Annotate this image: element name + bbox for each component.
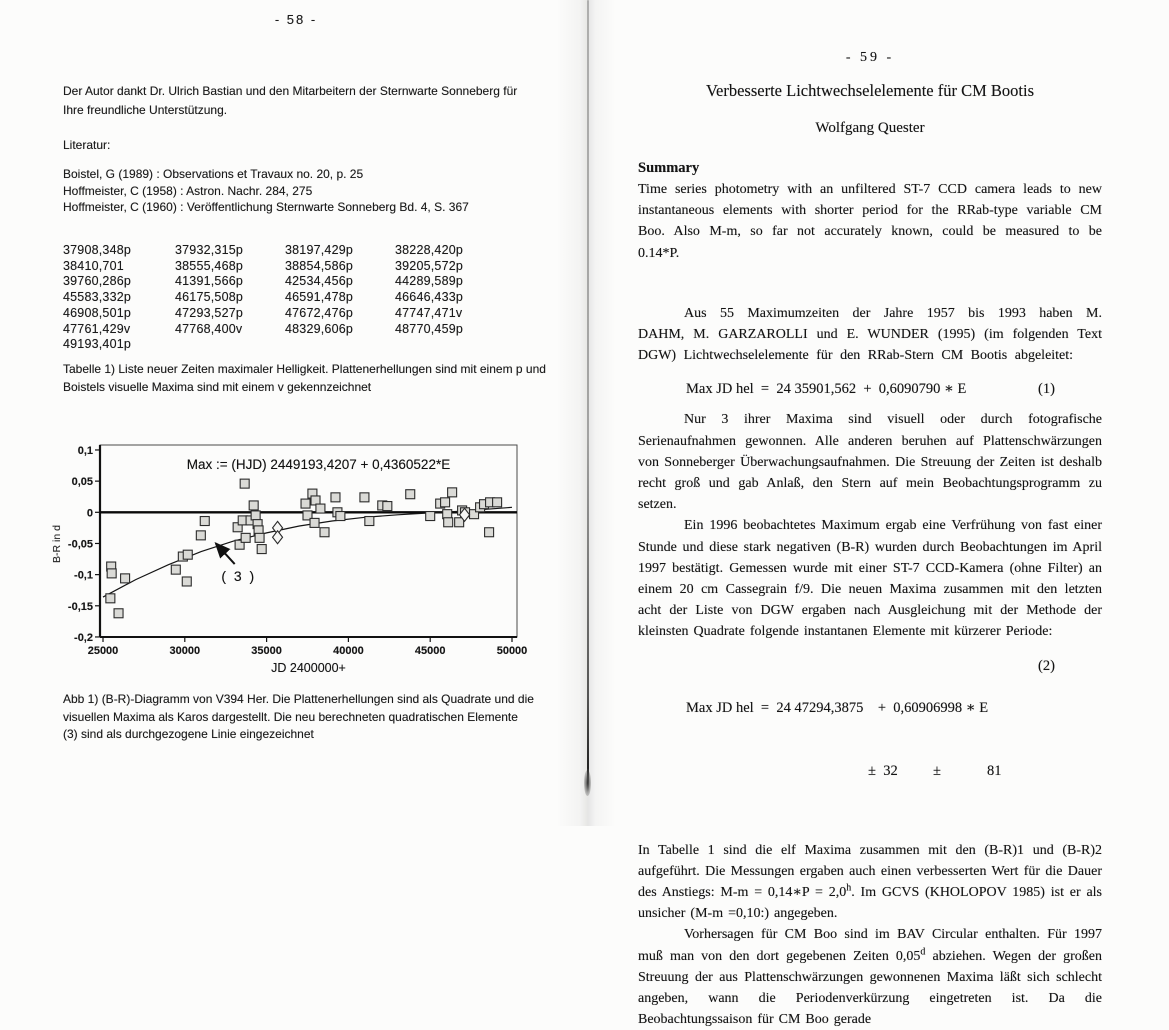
plate-maximum-square-marker [406,490,415,499]
plate-maximum-square-marker [316,504,325,513]
plate-maximum-square-marker [485,528,494,537]
plate-maximum-square-marker [114,609,123,618]
reference-item: Hoffmeister, C (1960) : Veröffentlichung Sternwarte Sonneberg Bd. 4, S. 367 [63,200,469,214]
maxima-table-cell: 47747,471v [395,305,463,320]
plate-maximum-square-marker [441,498,450,507]
maxima-table-cell: 38410,701 [63,258,124,273]
maxima-table-cell: 39760,286p [63,274,132,289]
x-tick-label: 45000 [414,645,446,657]
equation-2-line1 [686,657,1102,719]
plate-maximum-square-marker [183,550,192,559]
annotation-arrow [216,543,235,564]
page-58 [0,0,585,826]
article-title: Verbesserte Lichtwechselelemente für CM Bootis [705,81,1035,100]
maxima-table-cell: 45583,332p [63,290,132,305]
plate-maximum-square-marker [240,479,249,488]
annotation-label: ( 3 ) [221,567,257,584]
reference-item: Hoffmeister, C (1958) : Astron. Nachr. 284, 275 [63,183,313,198]
page-number-right: - 59 - [845,50,895,65]
maxima-table-cell: 41391,566p [175,274,244,289]
plate-maximum-square-marker [360,493,369,502]
binding-shadow-blob [584,770,591,796]
literature-heading: Literatur: [63,138,111,152]
page-number-left: - 58 - [274,12,318,27]
maxima-table-cell: 46908,501p [63,305,132,320]
plate-maximum-square-marker [310,518,319,527]
page-59 [620,0,1169,1028]
plate-maximum-square-marker [182,577,191,586]
plate-maximum-square-marker [171,565,180,574]
plate-maximum-square-marker [336,512,345,521]
x-tick-label: 30000 [169,645,201,657]
paragraph-3: Ein 1996 beobachtetes Maximum ergab eine Verfrühung von fast einer Stunde und diese stark negativen (B-R) wurden durch Beobachtungen im April 1997 bestätigt. Gemessen wurde mit einer ST-7 CCD-Kamera (ohne Filter) an einem 20 cm Cassegrain f/9. Die neuen Maxima zusammen mit den letzten acht der Liste von DGW ergaben nach Ausgleichung mit der Methode der kleinsten Quadrate folgende instantanen Elemente mit kürzerer Periode: [638,518,1102,640]
y-tick-label: -0,2 [74,631,93,644]
maxima-table-cell: 46175,508p [175,290,244,305]
plate-maximum-square-marker [200,517,209,526]
y-tick-label: -0,05 [67,538,93,551]
reference-item: Boistel, G (1989) : Observations et Travaux no. 20, p. 25 [63,167,364,181]
plate-maximum-square-marker [444,518,453,527]
plate-maximum-square-marker [301,499,310,508]
plate-maximum-square-marker [426,512,435,521]
equation-1-body: Max JD hel = 24 35901,562 + 0,6090790 ∗ E [686,381,967,398]
maxima-table-cell: 37932,315p [175,243,244,257]
y-axis-label: B-R in d [51,525,63,563]
x-tick-label: 40000 [333,645,364,657]
paragraph-4: In Tabelle 1 sind die elf Maxima zusammen mit den (B-R)1 und (B-R)2 aufgeführt. Die Messungen ergaben auch einen verbesserten Wert für die Dauer des Anstiegs: M-m = 0,14∗P = 2,0$^h$. Im GCVS (KHOLOPOV 1985) ist er als unsicher (M-m =0,10:) angegeben. [638,842,1103,922]
plate-maximum-square-marker [257,545,266,554]
equation-2-number: (2) [1038,657,1055,674]
x-axis-label: JD 2400000+ [271,661,346,675]
maxima-table-cell: 42534,456p [285,274,354,289]
maxima-table-cell-empty [395,337,505,353]
x-tick-label: 35000 [251,645,282,657]
plate-maximum-square-marker [320,528,329,537]
maxima-table-cell: 38228,420p [395,243,464,257]
maxima-table-cell: 38854,586p [285,258,354,273]
equation-2-errors [686,761,1102,783]
maxima-table-cell: 47672,476p [285,305,354,320]
plate-maximum-square-marker [331,493,340,502]
x-tick-label: 25000 [87,645,119,657]
y-tick-label: -0,15 [67,600,93,613]
equation-2-body: Max JD hel = 24 47294,3875 + 0,60906998 ∗ E [686,699,989,716]
x-tick-label: 50000 [496,645,528,657]
y-tick-label: 0,1 [77,444,93,457]
plate-maximum-square-marker [121,574,130,583]
equation-1-number: (1) [1038,381,1055,398]
binding-gutter-line [587,0,589,792]
figure-caption: Abb 1) (B-R)-Diagramm von V394 Her. Die Plattenerhellungen sind als Quadrate und die visuellen Maxima als Karos dargestellt. Die neu berechneten quadratischen Elemente (3) sind als durchgezogene Linie eingezeichnet [63,692,534,741]
plate-maximum-square-marker [249,501,258,510]
error-term-1: ± 32 [868,762,898,779]
maxima-table [63,243,505,353]
br-diagram-chart [50,428,550,686]
acknowledgement-text: Der Autor dankt Dr. Ulrich Bastian und den Mitarbeitern der Sternwarte Sonneberg für Ihre freundliche Unterstützung. [63,84,518,117]
paragraph-5: Vorhersagen für CM Boo sind im BAV Circular enthalten. Für 1997 muß man von den dort gegebenen Zeiten 0,05$^d$ abziehen. Wegen der großen Streuung der aus Plattenschwärzungen gewonnenen Maxima läßt sich schlecht angeben, wann die Periodenverkürzung eingetreten ist. Da die Beobachtungssaison für CM Boo gerade [638,927,1102,1028]
plate-maximum-square-marker [365,517,374,526]
equation-2 [638,656,1102,825]
plate-maximum-square-marker [383,502,392,511]
maxima-table-cell: 37908,348p [63,243,132,257]
maxima-table-cell: 44289,589p [395,274,464,289]
maxima-table-cell: 48329,606p [285,321,354,336]
maxima-table-cell: 47768,400v [175,321,243,336]
plus-minus-sign: ± [933,762,941,779]
visual-maximum-diamond-marker [273,531,283,544]
summary-text: Time series photometry with an unfiltered ST-7 CCD camera leads to new instantaneous elements with shorter period for the RRab-type variable CM Boo. Also M-m, so far not accurately known, could be measured to be 0.14*P. [638,182,1102,261]
equation-1 [638,379,1102,400]
plate-maximum-square-marker [196,531,205,540]
maxima-table-cell: 48770,459p [395,321,464,336]
maxima-table-cell-empty [285,337,395,353]
y-tick-label: 0,05 [71,476,93,489]
reference-list [63,166,563,216]
plate-maximum-square-marker [107,569,116,578]
plate-maximum-square-marker [241,533,250,542]
plate-maximum-square-marker [493,498,502,507]
y-tick-label: 0 [86,507,93,520]
maxima-table-cell: 47293,527p [175,305,244,320]
maxima-table-cell: 39205,572p [395,258,464,273]
plate-maximum-square-marker [251,511,260,520]
paragraph-2: Nur 3 ihrer Maxima sind visuell oder durch fotografische Serienaufnahmen gewonnen. Alle anderen beruhen auf Plattenschwärzungen von Sonneberger Überwachungsaufnahmen. Die Streuung der Zeiten ist deshalb recht groß und gab Anlaß, den Stern auf mein Beobachtungsprogramm zu setzen. [638,412,1102,513]
article-author: Wolfgang Quester [815,120,925,136]
article-cm-bootis [638,0,1102,1030]
chart-title-equation: Max := (HJD) 2449193,4207 + 0,4360522*E [186,457,451,472]
table-caption: Tabelle 1) Liste neuer Zeiten maximaler Helligkeit. Plattenerhellungen sind mit einem p und Boistels visuelle Maxima sind mit einem v gekennzeichnet [63,362,546,394]
plate-maximum-square-marker [448,488,457,497]
plate-maximum-square-marker [255,533,264,542]
maxima-table-cell: 47761,429v [63,321,131,336]
maxima-table-cell: 49193,401p [63,337,132,352]
maxima-table-cell: 46646,433p [395,290,464,305]
plate-maximum-square-marker [106,594,115,603]
summary-heading: Summary [638,160,700,176]
maxima-table-cell-empty [175,337,285,353]
scatter-plot-svg [50,428,550,686]
maxima-table-cell: 38555,468p [175,258,244,273]
maxima-table-cell: 38197,429p [285,243,354,257]
y-tick-label: -0,1 [74,569,93,582]
paragraph-1: Aus 55 Maximumzeiten der Jahre 1957 bis 1993 haben M. DAHM, M. GARZAROLLI und E. WUNDER (1995) (im folgenden Text DGW) Lichtwechselelemente für den RRab-Stern CM Bootis abgeleitet: [638,305,1102,364]
maxima-table-cell: 46591,478p [285,290,354,305]
error-term-2: 81 [987,762,1002,779]
